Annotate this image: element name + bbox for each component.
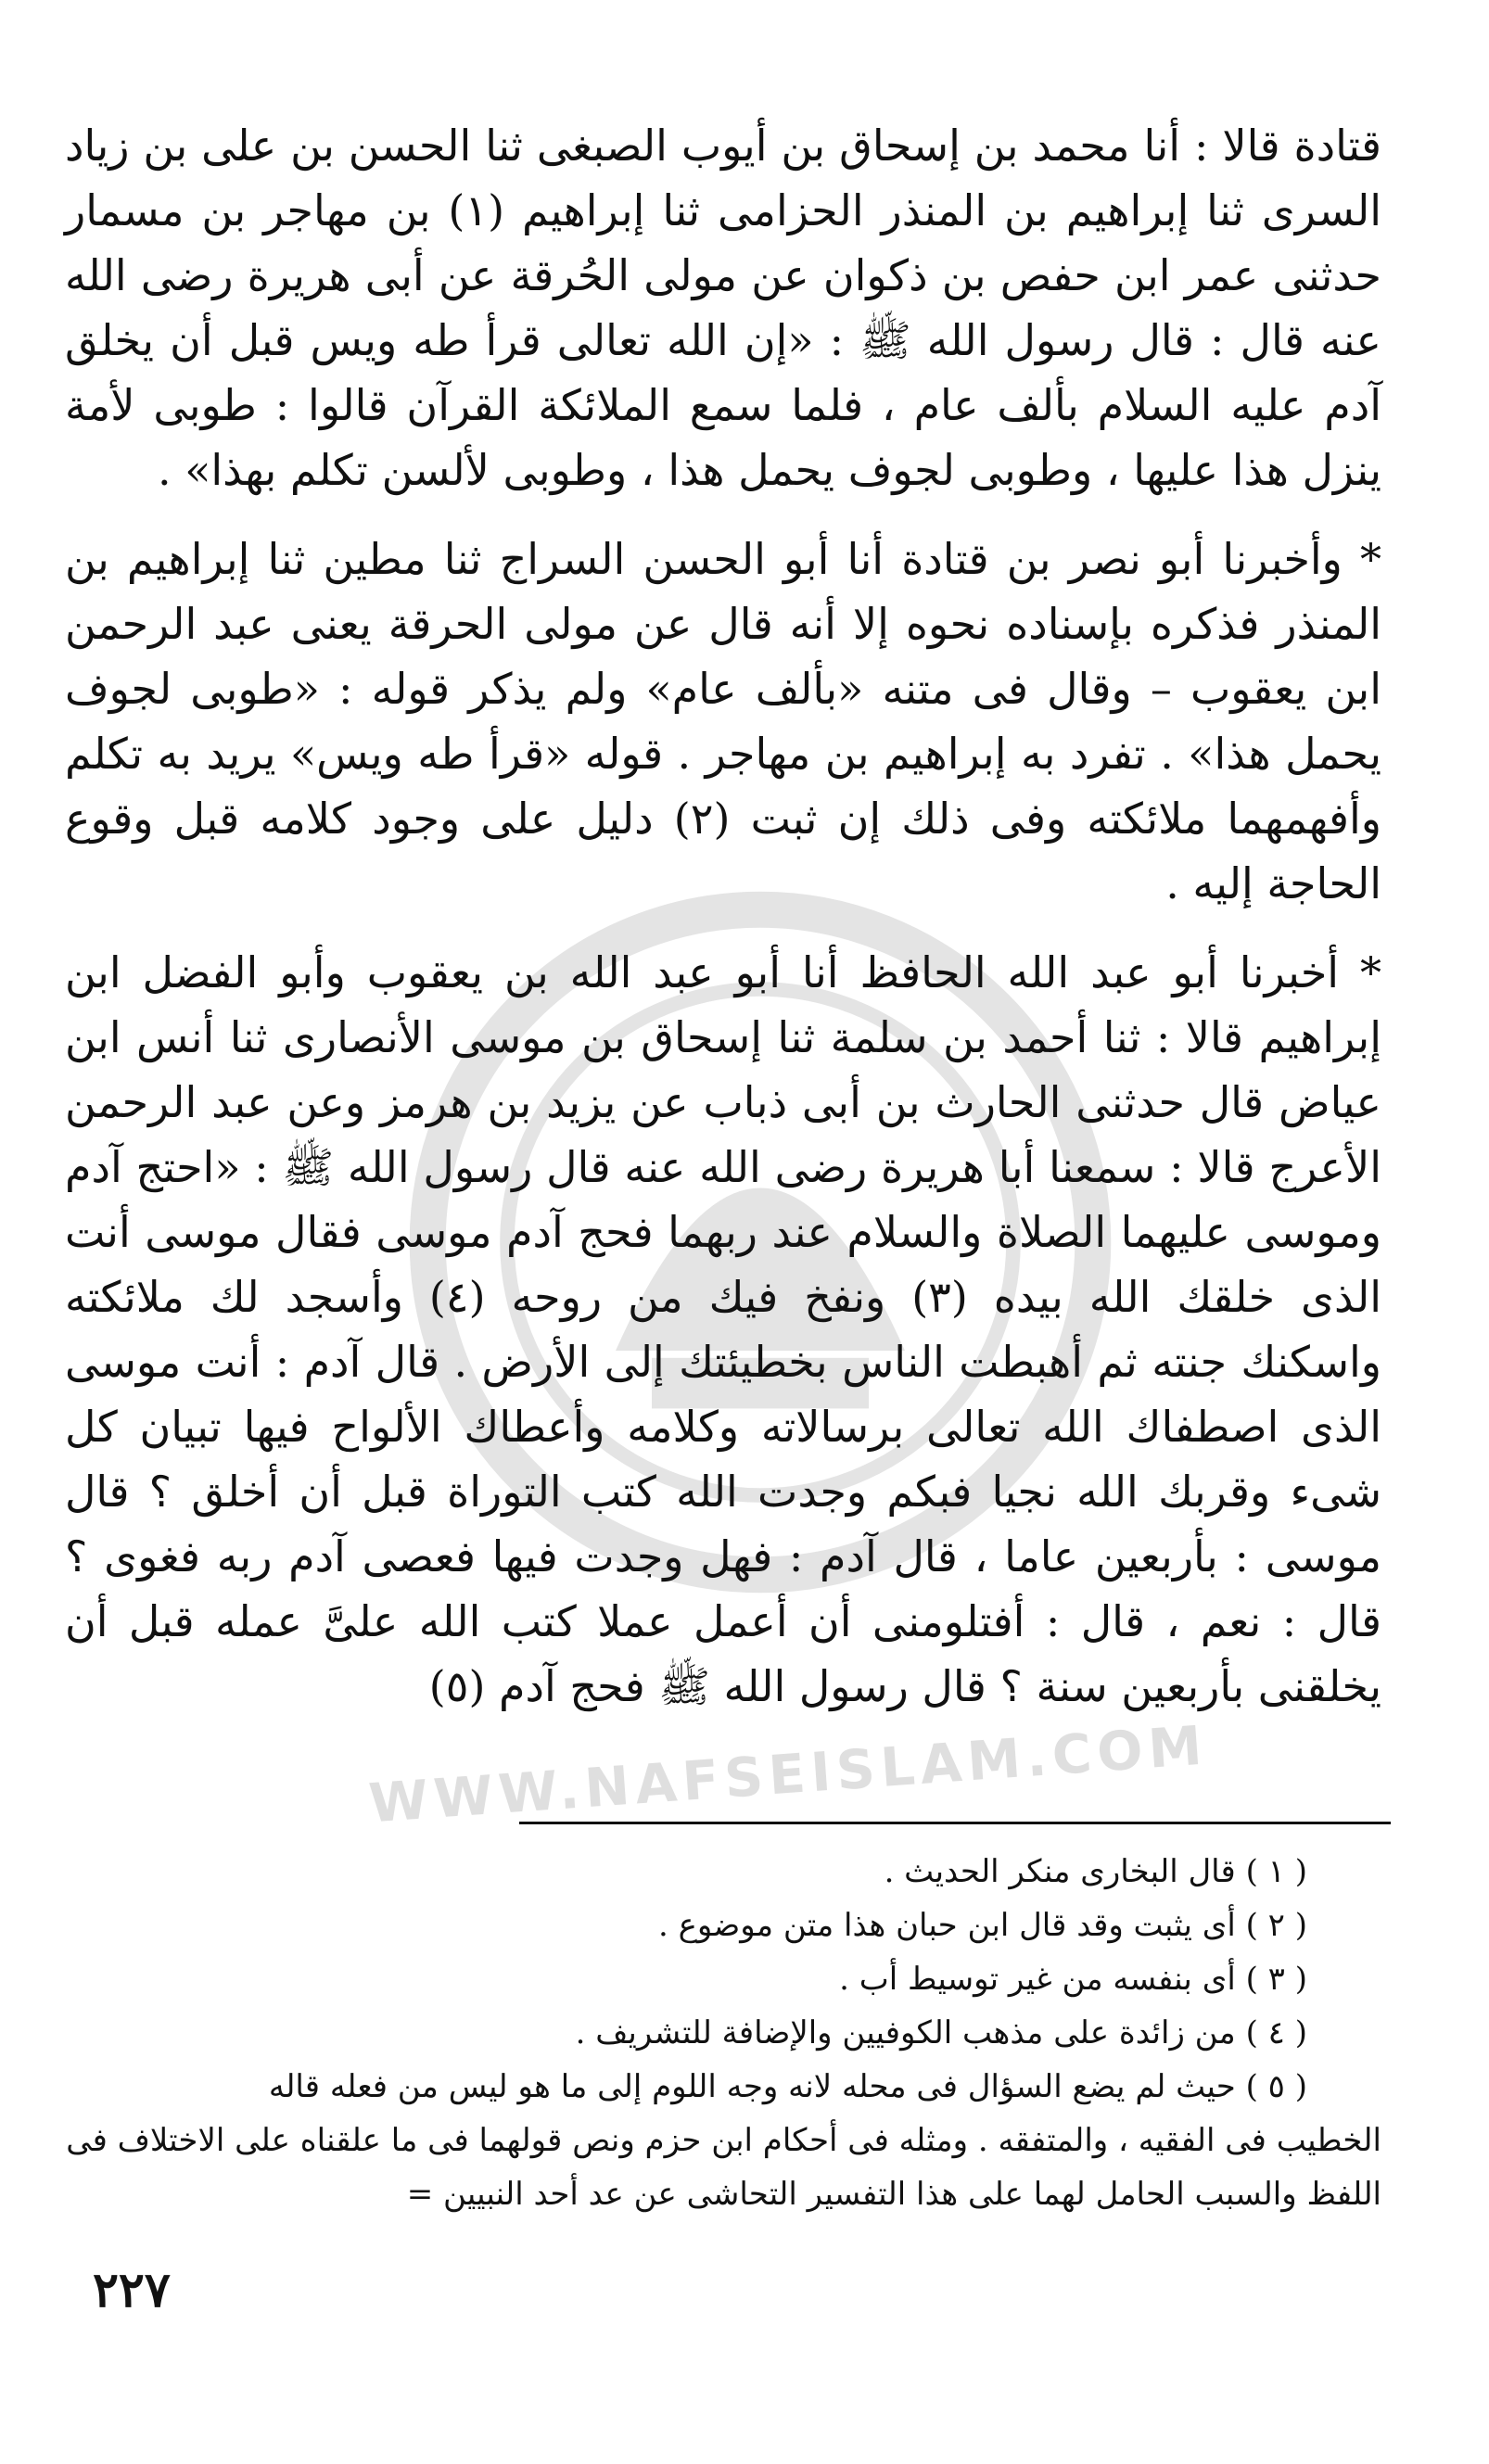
footnote-divider [519,1822,1391,1824]
footnote-3: ( ٣ ) أى بنفسه من غير توسيط أب . [839,1961,1307,1998]
footnote-5-continuation: الخطيب فى الفقيه ، والمتفقه . ومثله فى أحكام ابن حزم ونص قولهما فى ما علقناه على الاختلاف فى اللفظ والسبب الحامل لهما على هذا التفسير التحاشى عن عد أحد النبيين = [66,2122,1381,2213]
watermark-url: WWW.NAFSEISLAM.COM [366,1713,1210,1835]
paragraph-2: * وأخبرنا أبو نصر بن قتادة أنا أبو الحسن السراج ثنا مطين ثنا إبراهيم بن المنذر فذكره بإسناده نحوه إلا أنه قال عن مولى الحرقة يعنى عبد الرحمن ابن يعقوب – وقال فى متنه «بألف عام» ولم يذكر قوله : «طوبى لجوف يحمل هذا» . تفرد به إبراهيم بن مهاجر . قوله «قرأ طه ويس» يريد به تكلم وأفهمهما ملائكته وفى ذلك إن ثبت (٢) دليل على وجود كلامه قبل وقوع الحاجة إليه . [65,534,1382,908]
paragraph-1: قتادة قالا : أنا محمد بن إسحاق بن أيوب الصبغى ثنا الحسن بن على بن زياد السرى ثنا إبراهيم بن المنذر الحزامى ثنا إبراهيم (١) بن مهاجر بن مسمار حدثنى عمر ابن حفص بن ذكوان عن مولى الحُرقة عن أبى هريرة رضى الله عنه قال : قال رسول الله ﷺ : «إن الله تعالى قرأ طه ويس قبل أن يخلق آدم عليه السلام بألف عام ، فلما سمع الملائكة القرآن قالوا : طوبى لأمة ينزل هذا عليها ، وطوبى لجوف يحمل هذا ، وطوبى لألسن تكلم بهذا» . [65,121,1381,495]
footnotes [65,1845,1381,2221]
main-text [65,113,1381,1719]
footnote-2: ( ٢ ) أى يثبت وقد قال ابن حبان هذا متن موضوع . [657,1907,1307,1944]
footnote-4: ( ٤ ) من زائدة على مذهب الكوفيين والإضافة للتشريف . [575,2014,1307,2051]
paragraph-3: * أخبرنا أبو عبد الله الحافظ أنا أبو عبد الله بن يعقوب وأبو الفضل ابن إبراهيم قالا : ثنا أحمد بن سلمة ثنا إسحاق بن موسى الأنصارى ثنا أنس ابن عياض قال حدثنى الحارث بن أبى ذباب عن يزيد بن هرمز وعن عبد الرحمن الأعرج قالا : سمعنا أبا هريرة رضى الله عنه قال رسول الله ﷺ : «احتج آدم وموسى عليهما الصلاة والسلام عند ربهما فحج آدم موسى فقال موسى أنت الذى خلقك الله بيده (٣) ونفخ فيك من روحه (٤) وأسجد لك ملائكته واسكنك جنته ثم أهبطت الناس بخطيئتك إلى الأرض . قال آدم : أنت موسى الذى اصطفاك الله تعالى برسالاته وكلامه وأعطاك الألواح فيها تبيان كل شىء وقربك الله نجيا فبكم وجدت الله كتب التوراة قبل أن أخلق ؟ قال موسى : بأربعين عاما ، قال آدم : فهل وجدت فيها فعصى آدم ربه فغوى ؟ قال : نعم ، قال : أفتلومنى أن أعمل عملا كتب الله علىَّ عمله قبل أن يخلقنى بأربعين سنة ؟ قال رسول الله ﷺ فحج آدم (٥) [65,947,1382,1711]
footnote-5: ( ٥ ) حيث لم يضع السؤال فى محله لانه وجه اللوم إلى ما هو ليس من فعله قاله [268,2068,1307,2105]
page-number: ٢٢٧ [93,2262,171,2318]
footnote-1: ( ١ ) قال البخارى منكر الحديث . [884,1853,1307,1890]
